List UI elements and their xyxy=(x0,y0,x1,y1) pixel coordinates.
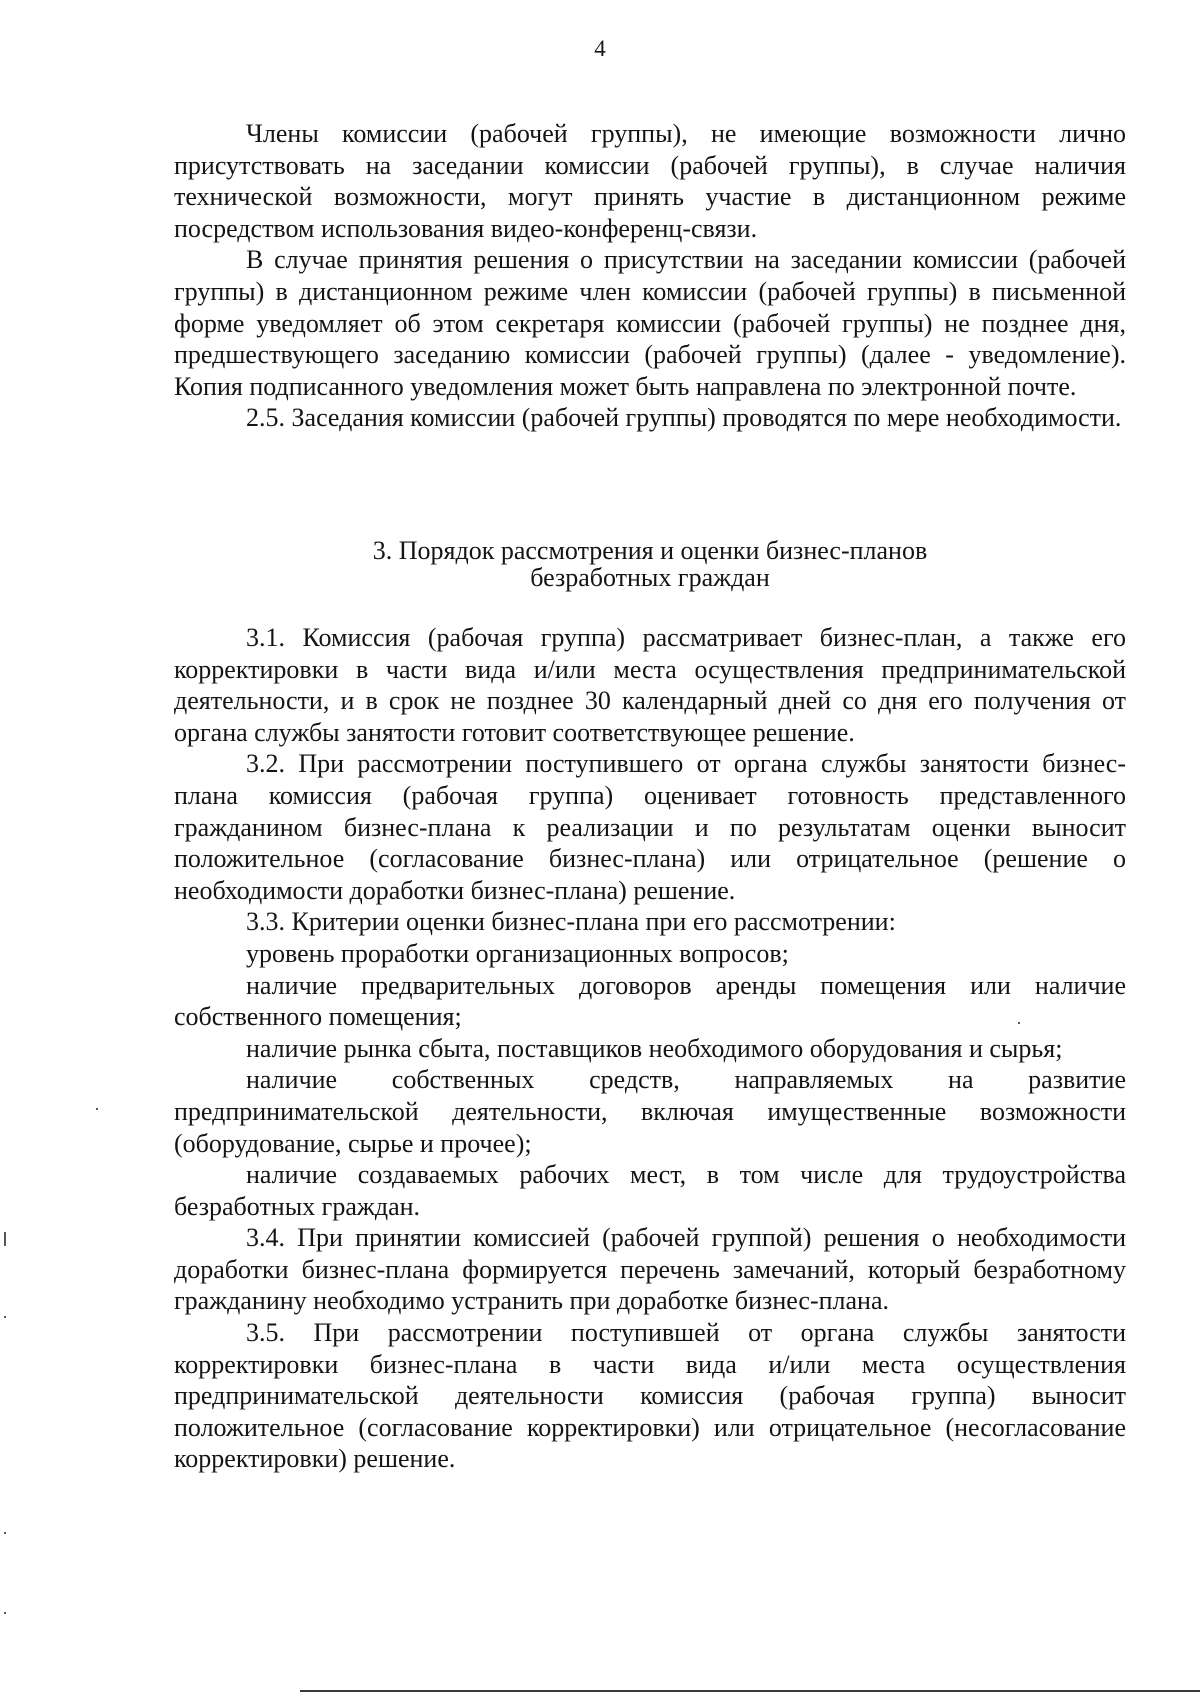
scan-speck xyxy=(4,1232,6,1246)
scan-speck xyxy=(4,1612,6,1614)
paragraph-3-3: 3.3. Критерии оценки бизнес-плана при его рассмотрении: xyxy=(246,907,896,937)
criterion-organizational: уровень проработки организационных вопросов; xyxy=(246,938,789,968)
page-number: 4 xyxy=(594,36,606,61)
criterion-jobs: наличие создаваемых рабочих мест, в том числе для трудоустройства безработных граждан. xyxy=(174,1160,1126,1221)
body-text-section3 xyxy=(174,622,1126,1475)
scan-speck xyxy=(1018,1022,1020,1024)
scan-speck xyxy=(4,1532,6,1534)
scan-speck xyxy=(96,1108,98,1110)
paragraph-3-2: 3.2. При рассмотрении поступившего от органа службы занятости бизнес-плана комиссия (рабочая группа) оценивает готовность представленного гражданином бизнес-плана к реализации и по результатам оценки выносит положительное (согласование бизнес-плана) или отрицательное (решение о необходимости доработки бизнес-плана) решение. xyxy=(174,749,1126,905)
body-text-top xyxy=(174,118,1126,434)
paragraph-3-5: 3.5. При рассмотрении поступившей от органа службы занятости корректировки бизнес-плана в части вида и/или места осуществления предпринимательской деятельности комиссия (рабочая группа) выносит положительное (согласование корректировки) или отрицательное (несогласование корректировки) решение. xyxy=(174,1318,1126,1474)
paragraph-3-1: 3.1. Комиссия (рабочая группа) рассматривает бизнес-план, а также его корректировки в части вида и/или места осуществления предпринимательской деятельности, и в срок не позднее 30 календарный дней со дня его получения от органа службы занятости готовит соответствующее решение. xyxy=(174,623,1126,747)
criterion-own-funds: наличие собственных средств, направляемых на развитие предпринимательской деятельности, включая имущественные возможности (оборудование, сырье и прочее); xyxy=(174,1065,1126,1158)
section-heading xyxy=(174,537,1126,591)
paragraph-3-4: 3.4. При принятии комиссией (рабочей группой) решения о необходимости доработки бизнес-плана формируется перечень замечаний, который безработному гражданину необходимо устранить при доработке бизнес-плана. xyxy=(174,1223,1126,1316)
criterion-market: наличие рынка сбыта, поставщиков необходимого оборудования и сырья; xyxy=(246,1033,1063,1063)
paragraph-2-5: 2.5. Заседания комиссии (рабочей группы) проводятся по мере необходимости. xyxy=(246,403,1122,433)
section-heading-line1: 3. Порядок рассмотрения и оценки бизнес-планов xyxy=(372,536,928,565)
scan-edge-line xyxy=(300,1690,1200,1692)
paragraph-remote-notification: В случае принятия решения о присутствии на заседании комиссии (рабочей группы) в дистанционном режиме член комиссии (рабочей группы) в письменной форме уведомляет об этом секретаря комиссии (рабочей группы) не позднее дня, предшествующего заседанию комиссии (рабочей группы) (далее - уведомление). Копия подписанного уведомления может быть направлена по электронной почте. xyxy=(174,245,1126,401)
paragraph-remote-participation: Члены комиссии (рабочей группы), не имеющие возможности лично присутствовать на заседании комиссии (рабочей группы), в случае наличия технической возможности, могут принять участие в дистанционном режиме посредством использования видео-конференц-связи. xyxy=(174,119,1126,243)
section-heading-line2: безработных граждан xyxy=(530,563,770,592)
scan-speck xyxy=(4,1316,6,1318)
criterion-premises: наличие предварительных договоров аренды помещения или наличие собственного помещения; xyxy=(174,970,1126,1032)
